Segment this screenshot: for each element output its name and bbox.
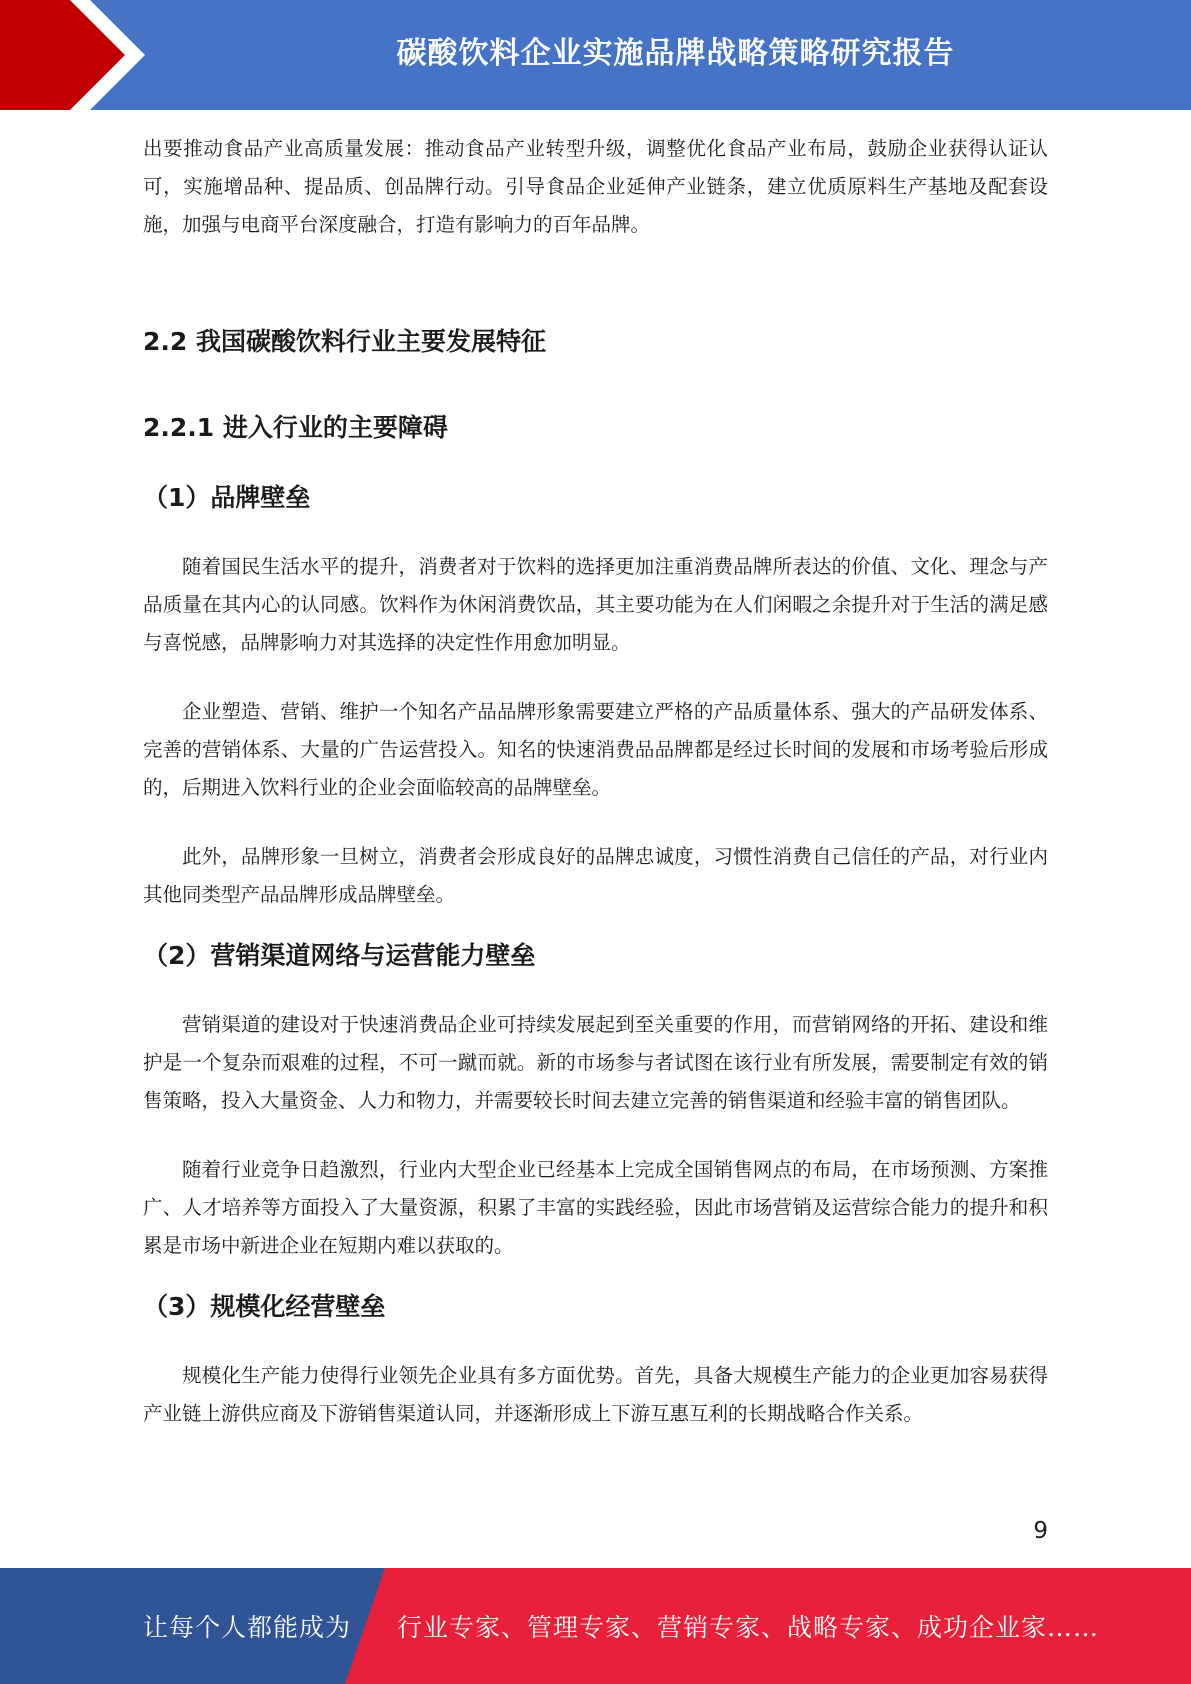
- subsection-brand-barrier-heading: （1）品牌壁垒: [143, 483, 311, 512]
- section-2-2-1-heading: 2.2.1 进入行业的主要障碍: [143, 413, 448, 442]
- subsection-scale-barrier-heading: （3）规模化经营壁垒: [143, 1292, 386, 1321]
- paragraph: 营销渠道的建设对于快速消费品企业可持续发展起到至关重要的作用，而营销网络的开拓、建设和维护是一个复杂而艰难的过程，不可一蹴而就。新的市场参与者试图在该行业有所发展，需要制定有效的销售策略，投入大量资金、人力和物力，并需要较长时间去建立完善的销售渠道和经验丰富的销售团队。: [143, 1013, 1048, 1112]
- page-footer: [0, 1568, 1191, 1684]
- paragraph: 此外，品牌形象一旦树立，消费者会形成良好的品牌忠诚度，习惯性消费自己信任的产品，对行业内其他同类型产品品牌形成品牌壁垒。: [143, 845, 1048, 906]
- section-2-2-heading: 2.2 我国碳酸饮料行业主要发展特征: [143, 327, 546, 356]
- subsection-marketing-barrier-heading: （2）营销渠道网络与运营能力壁垒: [143, 941, 536, 970]
- paragraph: 随着行业竞争日趋激烈，行业内大型企业已经基本上完成全国销售网点的布局，在市场预测、方案推广、人才培养等方面投入了大量资源，积累了丰富的实践经验，因此市场营销及运营综合能力的提升和积累是市场中新进企业在短期内难以获取的。: [143, 1158, 1048, 1257]
- paragraph: 规模化生产能力使得行业领先企业具有多方面优势。首先，具备大规模生产能力的企业更加容易获得产业链上游供应商及下游销售渠道认同，并逐渐形成上下游互惠互利的长期战略合作关系。: [143, 1364, 1048, 1425]
- page-number: 9: [1033, 1518, 1048, 1544]
- paragraph: 企业塑造、营销、维护一个知名产品品牌形象需要建立严格的产品质量体系、强大的产品研发体系、完善的营销体系、大量的广告运营投入。知名的快速消费品品牌都是经过长时间的发展和市场考验后形成的，后期进入饮料行业的企业会面临较高的品牌壁垒。: [143, 700, 1048, 799]
- intro-paragraph: 出要推动食品产业高质量发展：推动食品产业转型升级，调整优化食品产业布局，鼓励企业获得认证认可，实施增品种、提品质、创品牌行动。引导食品企业延伸产业链条，建立优质原料生产基地及配套设施，加强与电商平台深度融合，打造有影响力的百年品牌。: [143, 137, 1048, 236]
- report-title: 碳酸饮料企业实施品牌战略策略研究报告: [396, 36, 955, 71]
- header-arrow-decoration: [0, 0, 160, 110]
- footer-slogan-right: 行业专家、管理专家、营销专家、战略专家、成功企业家……: [397, 1613, 1100, 1642]
- page-content: [143, 130, 1048, 1433]
- paragraph: 随着国民生活水平的提升，消费者对于饮料的选择更加注重消费品牌所表达的价值、文化、理念与产品质量在其内心的认同感。饮料作为休闲消费饮品，其主要功能为在人们闲暇之余提升对于生活的满足感与喜悦感，品牌影响力对其选择的决定性作用愈加明显。: [143, 555, 1048, 654]
- footer-slogan-left: 让每个人都能成为: [143, 1613, 352, 1642]
- page-header: [0, 0, 1191, 110]
